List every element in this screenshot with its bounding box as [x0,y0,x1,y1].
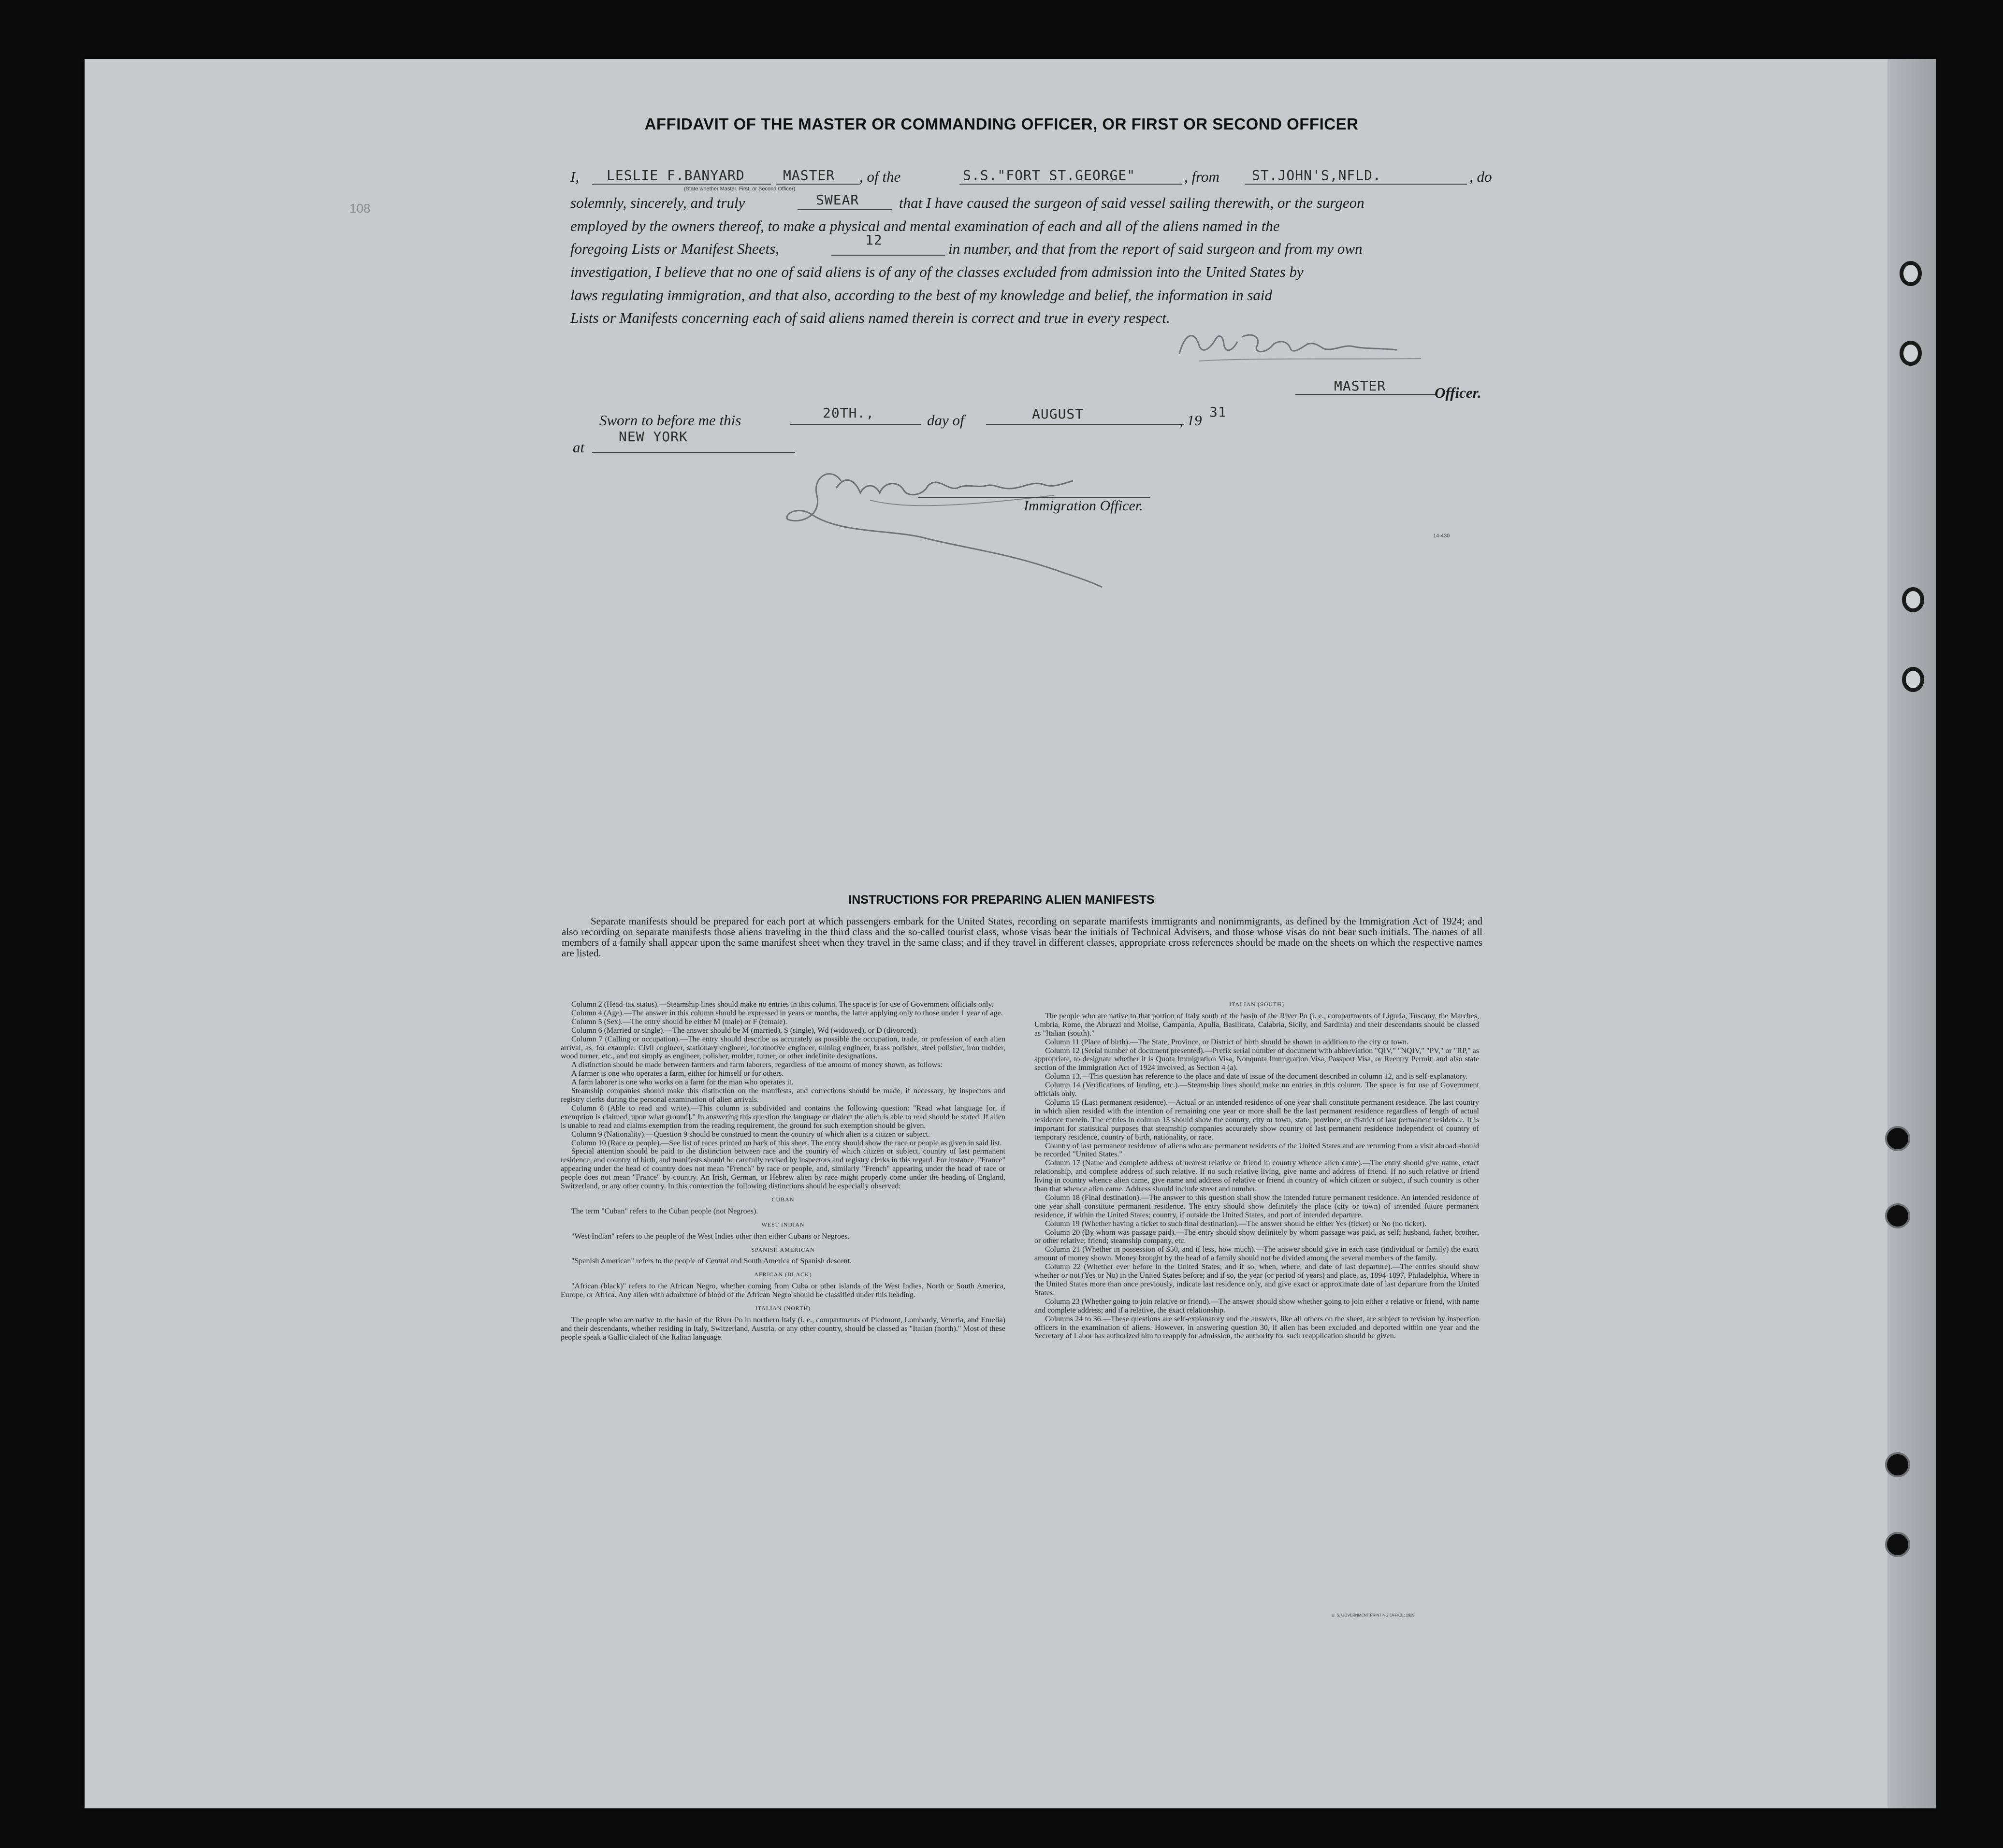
instructions-left-column [561,1000,1005,1342]
punch-hole-icon [1885,1126,1910,1151]
form-number: 14-430 [1433,533,1450,539]
at-label: at [573,439,585,456]
printer-imprint: U. S. GOVERNMENT PRINTING OFFICE: 1929 [1332,1613,1415,1617]
instruction-paragraph: The term "Cuban" refers to the Cuban people (not Negroes). [571,1207,758,1215]
instruction-paragraph: Column 7 (Calling or occupation).—The entry should describe as accurately as possible the occupation, trade, or profession of each alien arrival, as, for example: Civil engineer, stationary engineer, locomotive engineer, mining engineer, brass polisher, steel polisher, iron molder, wood turner, etc., and not simply as engineer, polisher, molder, turner, or other indefinite designations. [561,1035,1005,1061]
instruction-paragraph: Column 5 (Sex).—The entry should be either M (male) or F (female). [571,1017,787,1026]
instruction-paragraph: Column 22 (Whether ever before in the United States; and if so, when, where, and date of last departure).—The entries should show whether or not (Yes or No) in the United States before; and if so, the year (or period of years) and place, as, 1894-1897, Philadelphia. Where in the United States more than once previously, indicate last residence only, and give exact or approximate date of last departure from the United States. [1034,1263,1479,1297]
punch-hole-icon [1885,1203,1910,1228]
sheet-count: 12 [865,232,883,248]
punch-hole-icon [1885,1452,1910,1477]
instruction-paragraph: Column 10 (Race or people).—See list of races printed on back of this sheet. The entry should show the race or people as given in said list. [571,1139,1002,1147]
instruction-paragraph: "African (black)" refers to the African Negro, whether coming from Cuba or other islands of the West Indies, North or South America, Europe, or Africa. Any alien with admixture of blood of the African Negro should be classified under this heading. [561,1282,1005,1299]
instruction-paragraph: Column 8 (Able to read and write).—This column is subdivided and contains the following question: "Read what language [or, if exemption is claimed, upon what ground]." In answering this question the language or dialect the alien is able to read should be stated. If alien is unable to read and claims exemption from the reading requirement, the ground for such exemption should be given. [561,1104,1005,1130]
section-heading-italian-north: ITALIAN (NORTH) [755,1305,811,1312]
instruction-paragraph: Column 15 (Last permanent residence).—Actual or an intended residence of one year shall constitute permanent residence. The last country in which alien resided with the intention of remaining one year or more shall be the last permanent residence regardless of length of actual residence therein. The entries in column 15 should show the country, city or town, state, province, or district of last permanent residence. It is important for statistical purposes that steamship companies accurately show country of last permanent residence independent of country of temporary residence, country of birth, nationality, or race. [1034,1098,1479,1141]
affidavit-text: , do [1469,168,1492,185]
sworn-text: , 19 [1179,412,1202,429]
ship-underline [959,184,1182,185]
affidavit-text: that I have caused the surgeon of said vessel sailing therewith, or the surgeon [899,194,1364,211]
sworn-day: 20TH., [823,405,875,421]
instruction-paragraph: Column 19 (Whether having a ticket to such final destination).—The answer should be either Yes (ticket) or No (no ticket). [1045,1219,1427,1228]
instruction-paragraph: Column 11 (Place of birth).—The State, Province, or District of birth should be shown in addition to the city or town. [1045,1038,1409,1046]
day-underline [790,424,921,425]
instruction-paragraph: Special attention should be paid to the distinction between race and the country of which citizen or subject, country of last permanent residence, and country of birth, and manifests should be carefully revised by inspectors and registry clerks in this regard. For instance, "France" appearing under the head of country does not mean "French" by race or people, and, similarly "French" appearing under the head of race or people does not mean "France" by country. An Irish, German, or Hebrew alien by race might properly come under the heading of England, Switzerland, or any other country. In this connection the following distinctions should be especially observed: [561,1147,1005,1191]
sworn-month: AUGUST [1032,406,1084,422]
section-heading-african: AFRICAN (BLACK) [754,1271,812,1278]
punch-hole-icon [1902,587,1924,612]
instruction-paragraph: Column 14 (Verifications of landing, etc.).—Steamship lines should make no entries in this column. The space is for use of Government officials only. [1034,1081,1479,1098]
punch-hole-icon [1900,261,1922,286]
instruction-paragraph: Column 2 (Head-tax status).—Steamship lines should make no entries in this column. The space is for use of Government officials only. [571,1000,994,1009]
instruction-paragraph: Column 12 (Serial number of document presented).—Prefix serial number of document with abbreviation "QIV," "NQIV," "PV," or "RP," as appropriate, to designate whether it is Quota Immigration Visa, Nonquota Immigration Visa, Passport Visa, or Reentry Permit; and also state section of the Immigration Act of 1924 involved, as Section 4 (a). [1034,1046,1479,1072]
punch-hole-icon [1902,667,1924,692]
instruction-paragraph: Column 17 (Name and complete address of nearest relative or friend in country whence alien came).—The entry should give name, exact relationship, and complete address of such relative. If no such relative living, give name and address of friend. If no such relative or friend living in country whence alien came, give name and address of relative or friend in country of which citizen or subject, if such country is other than that whence alien came. Address should include street and number. [1034,1159,1479,1194]
sworn-year: 31 [1209,404,1227,420]
place-underline [592,452,795,453]
instruction-paragraph: Column 20 (By whom was passage paid).—The entry should show definitely by whom passage was paid, as self; husband, father, brother, or other relative; friend; steamship company, etc. [1034,1228,1479,1245]
departure-port: ST.JOHN'S,NFLD. [1252,167,1381,183]
immigration-officer-label: Immigration Officer. [1024,498,1143,514]
instruction-paragraph: Column 13.—This question has reference to the place and date of issue of the document described in column 12, and is self-explanatory. [1045,1072,1468,1081]
immigration-officer-underline [918,497,1150,498]
instruction-paragraph: Country of last permanent residence of aliens who are permanent residents of the United States and are returning from a visit abroad should be recorded "United States." [1034,1141,1479,1159]
instruction-paragraph: Column 18 (Final destination).—The answer to this question shall show the intended future permanent residence. An intended residence of one year shall constitute permanent residence. The entry should show definitely the place (city or town) of intended future permanent residence, if within the United States; country, if outside the United States, and port of intended departure. [1034,1193,1479,1219]
punch-hole-icon [1885,1532,1910,1557]
instruction-paragraph: A farmer is one who operates a farm, either for himself or for others. [571,1069,784,1078]
instruction-paragraph: "West Indian" refers to the people of the West Indies other than either Cubans or Negroes. [571,1232,850,1241]
signer-rank-underline [1295,394,1436,395]
affidavit-text: , from [1184,168,1219,185]
instruction-paragraph: A farm laborer is one who works on a farm for the man who operates it. [571,1078,794,1087]
instructions-intro: Separate manifests should be prepared for each port at which passengers embark for the United States, recording on separate manifests immigrants and nonimmigrants, as defined by the Immigration Act of 1924; and also recording on separate manifests those aliens traveling in the third class and the so-called tourist class, whose visas bear the initials of Technical Advisers, and those whose visas do not bear such initials. The names of all members of a family shall appear upon the same manifest sheet when they travel in the same class; and if they travel in different classes, appropriate cross references should be made on the sheets on which the respective names are listed. [562,915,1482,959]
affidavit-text: , of the [859,168,901,185]
instruction-paragraph: Steamship companies should make this distinction on the manifests, and corrections should be made, if necessary, by inspectors and registry clerks during the personal examination of alien arrivals. [561,1087,1005,1104]
section-heading-cuban: CUBAN [771,1196,795,1203]
instruction-paragraph: Column 23 (Whether going to join relative or friend).—The answer should show whether going to join either a relative or friend, with name and complete address; and if a relative, the exact relationship. [1034,1297,1479,1314]
count-underline [831,255,945,256]
instructions-right-column [1034,1000,1479,1341]
instruction-paragraph: Column 6 (Married or single).—The answer should be M (married), S (single), Wd (widowed), or D (divorced). [571,1026,918,1035]
instruction-paragraph: A distinction should be made between farmers and farm laborers, regardless of the amount of money shown, as follows: [571,1061,943,1069]
section-heading-spanish-american: SPANISH AMERICAN [751,1246,815,1253]
instruction-paragraph: "Spanish American" refers to the people of Central and South America of Spanish descent. [571,1257,852,1266]
instruction-paragraph: The people who are native to the basin of the River Po in northern Italy (i. e., compartments of Piedmont, Lombardy, Venetia, and Emelia) and their descendants, whether residing in Italy, Switzerland, Austria, or any other country, should be classed as "Italian (north)." Most of these people speak a Gallic dialect of the Italian language. [561,1316,1005,1342]
affidavit-text: laws regulating immigration, and that also, according to the best of my knowledge and belief, the information in said [570,287,1273,303]
affidavit-text: employed by the owners thereof, to make a physical and mental examination of each and all of the aliens named in the [570,217,1280,234]
instruction-paragraph: Column 21 (Whether in possession of $50, and if less, how much).—The answer should give in each case (individual or family) the exact amount of money shown. Money brought by the head of a family should not be divided among the several members of the family. [1034,1245,1479,1263]
oath-underline [798,209,892,210]
punch-hole-icon [1900,341,1922,366]
affidavit-text: solemnly, sincerely, and truly [570,194,745,211]
port-underline [1245,184,1467,185]
immigration-officer-signature [783,462,1131,597]
section-heading-italian-south: ITALIAN (SOUTH) [1229,1001,1284,1008]
affidavit-title: AFFIDAVIT OF THE MASTER OR COMMANDING OFFICER, OR FIRST OR SECOND OFFICER [644,115,1359,133]
officer-label: Officer. [1435,384,1481,401]
affidavit-text: I, [570,168,580,185]
officer-rank: MASTER [783,167,835,183]
instruction-paragraph: The people who are native to that portion of Italy south of the basin of the River Po (i. e., compartments of Liguria, Tuscany, the Marches, Umbria, Rome, the Abruzzi and Molise, Campania, Apulia, Basilicata, Calabria, Sicily, and Sardinia) and their descendants should be classed as "Italian (south)." [1034,1011,1479,1038]
ship-name: S.S."FORT ST.GEORGE" [963,167,1136,183]
signer-rank: MASTER [1334,378,1386,394]
oath-type: SWEAR [816,192,859,208]
instruction-paragraph: Column 4 (Age).—The answer in this column should be expressed in years or months, the latter applying only to those under 1 year of age. [571,1009,1003,1017]
sworn-text: Sworn to before me this [599,412,741,429]
faded-page-number: 108 [349,201,371,216]
month-underline [986,424,1184,425]
sworn-place: NEW YORK [619,429,688,445]
section-heading-west-indian: WEST INDIAN [761,1221,805,1228]
sworn-text: day of [927,412,964,429]
master-signature [1170,325,1440,368]
rank-instruction: (State whether Master, First, or Second Officer) [684,186,796,192]
name-underline [592,184,771,185]
rank-underline [776,184,860,185]
affidavit-text: in number, and that from the report of said surgeon and from my own [948,240,1363,257]
master-name: LESLIE F.BANYARD [607,167,745,183]
affidavit-text: foregoing Lists or Manifest Sheets, [570,240,779,257]
instruction-paragraph: Columns 24 to 36.—These questions are self-explanatory and the answers, like all others on the sheet, are subject to revision by inspection officers in the examination of aliens. However, in answering question 30, if alien has been excluded and deported within one year and the Secretary of Labor has authorized him to reapply for admission, the authority for such reapplication should be given. [1034,1314,1479,1341]
affidavit-text: Lists or Manifests concerning each of said aliens named therein is correct and true in every respect. [570,309,1170,326]
affidavit-text: investigation, I believe that no one of said aliens is of any of the classes excluded from admission into the United States by [570,263,1304,280]
instruction-paragraph: Column 9 (Nationality).—Question 9 should be construed to mean the country of which alien is a citizen or subject. [571,1130,930,1139]
instructions-title: INSTRUCTIONS FOR PREPARING ALIEN MANIFESTS [848,893,1155,907]
